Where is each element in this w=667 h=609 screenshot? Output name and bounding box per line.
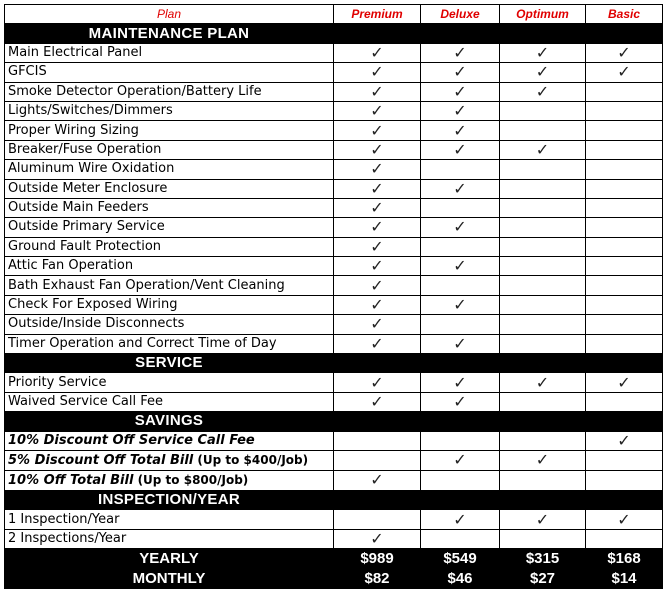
feature-label: Main Electrical Panel	[5, 43, 334, 62]
section-spacer	[334, 490, 421, 509]
checkmark-icon: ✓	[370, 392, 384, 411]
checkmark-icon: ✓	[617, 43, 631, 62]
basic-cell	[586, 82, 663, 101]
checkmark-icon: ✓	[617, 372, 631, 392]
checkmark-icon: ✓	[453, 120, 467, 140]
monthly-label: MONTHLY	[5, 569, 334, 589]
feature-label: Check For Exposed Wiring	[5, 295, 334, 314]
basic-cell	[586, 179, 663, 198]
deluxe-cell	[421, 121, 500, 140]
yearly-price-basic: $168	[586, 549, 663, 569]
feature-row	[5, 373, 663, 392]
feature-row	[5, 160, 663, 179]
plan-table-body	[5, 5, 663, 589]
premium-cell	[334, 431, 421, 450]
checkmark-icon: ✓	[370, 217, 384, 237]
section-title: SAVINGS	[5, 412, 334, 431]
feature-row	[5, 257, 663, 276]
feature-label: Timer Operation and Correct Time of Day	[5, 334, 334, 353]
basic-cell	[586, 276, 663, 295]
header-premium: Premium	[334, 5, 421, 24]
yearly-price-deluxe: $549	[421, 549, 500, 569]
feature-row	[5, 276, 663, 295]
feature-text: 10% Discount Off Service Call Fee	[8, 432, 255, 448]
optimum-cell	[500, 315, 586, 334]
section-spacer	[500, 354, 586, 373]
section-title: SERVICE	[5, 354, 334, 373]
basic-cell	[586, 373, 663, 392]
checkmark-icon: ✓	[453, 372, 467, 392]
basic-cell	[586, 510, 663, 529]
feature-row	[5, 431, 663, 450]
feature-row	[5, 334, 663, 353]
checkmark-icon: ✓	[535, 62, 550, 82]
checkmark-icon: ✓	[370, 120, 384, 140]
premium-cell	[334, 257, 421, 276]
deluxe-cell	[421, 431, 500, 450]
deluxe-cell	[421, 450, 500, 470]
optimum-cell	[500, 450, 586, 470]
checkmark-icon: ✓	[617, 431, 631, 450]
checkmark-icon: ✓	[370, 179, 384, 198]
checkmark-icon: ✓	[535, 43, 550, 62]
optimum-cell	[500, 237, 586, 256]
optimum-cell	[500, 529, 586, 548]
feature-label: Outside Main Feeders	[5, 198, 334, 217]
header-basic: Basic	[586, 5, 663, 24]
feature-label: Waived Service Call Fee	[5, 392, 334, 411]
column-header-row	[5, 5, 663, 24]
basic-cell	[586, 160, 663, 179]
optimum-cell	[500, 334, 586, 353]
optimum-cell	[500, 179, 586, 198]
basic-cell	[586, 140, 663, 159]
feature-row	[5, 101, 663, 120]
inspection-section-header	[5, 490, 663, 509]
feature-row	[5, 529, 663, 548]
feature-row	[5, 198, 663, 217]
pricing-sheet	[4, 4, 663, 589]
monthly-price-basic: $14	[586, 569, 663, 589]
deluxe-cell	[421, 218, 500, 237]
feature-label	[5, 431, 334, 450]
checkmark-icon: ✓	[453, 101, 467, 121]
deluxe-cell	[421, 315, 500, 334]
checkmark-icon: ✓	[370, 82, 384, 101]
deluxe-cell	[421, 373, 500, 392]
optimum-cell	[500, 295, 586, 314]
feature-label: Lights/Switches/Dimmers	[5, 101, 334, 120]
deluxe-cell	[421, 392, 500, 411]
checkmark-icon: ✓	[617, 509, 631, 529]
checkmark-icon: ✓	[370, 529, 384, 548]
yearly-price-optimum: $315	[500, 549, 586, 569]
basic-cell	[586, 237, 663, 256]
optimum-cell	[500, 198, 586, 217]
deluxe-cell	[421, 529, 500, 548]
feature-row	[5, 510, 663, 529]
basic-cell	[586, 101, 663, 120]
optimum-cell	[500, 510, 586, 529]
section-spacer	[500, 24, 586, 43]
optimum-cell	[500, 43, 586, 62]
basic-cell	[586, 198, 663, 217]
optimum-cell	[500, 470, 586, 490]
basic-cell	[586, 218, 663, 237]
checkmark-icon: ✓	[370, 275, 384, 295]
section-spacer	[421, 24, 500, 43]
section-spacer	[421, 354, 500, 373]
premium-cell	[334, 392, 421, 411]
monthly-price-premium: $82	[334, 569, 421, 589]
checkmark-icon: ✓	[453, 392, 467, 411]
premium-cell	[334, 450, 421, 470]
deluxe-cell	[421, 198, 500, 217]
feature-label	[5, 450, 334, 470]
feature-row	[5, 63, 663, 82]
checkmark-icon: ✓	[370, 334, 384, 353]
basic-cell	[586, 43, 663, 62]
feature-label: Outside Primary Service	[5, 218, 334, 237]
checkmark-icon: ✓	[453, 62, 467, 82]
checkmark-icon: ✓	[453, 140, 467, 159]
premium-cell	[334, 218, 421, 237]
feature-note: (Up to $800/Job)	[137, 472, 249, 487]
deluxe-cell	[421, 160, 500, 179]
checkmark-icon: ✓	[453, 82, 467, 101]
section-spacer	[586, 24, 663, 43]
section-spacer	[421, 490, 500, 509]
deluxe-cell	[421, 276, 500, 295]
checkmark-icon: ✓	[370, 101, 384, 121]
checkmark-icon: ✓	[453, 509, 467, 529]
checkmark-icon: ✓	[370, 237, 384, 256]
monthly-price-deluxe: $46	[421, 569, 500, 589]
premium-cell	[334, 529, 421, 548]
premium-cell	[334, 373, 421, 392]
premium-cell	[334, 295, 421, 314]
feature-row	[5, 237, 663, 256]
optimum-cell	[500, 140, 586, 159]
feature-label: Attic Fan Operation	[5, 257, 334, 276]
basic-cell	[586, 257, 663, 276]
basic-cell	[586, 392, 663, 411]
deluxe-cell	[421, 334, 500, 353]
premium-cell	[334, 276, 421, 295]
checkmark-icon: ✓	[453, 334, 467, 353]
premium-cell	[334, 510, 421, 529]
deluxe-cell	[421, 63, 500, 82]
feature-row	[5, 121, 663, 140]
premium-cell	[334, 198, 421, 217]
feature-row	[5, 140, 663, 159]
optimum-cell	[500, 431, 586, 450]
checkmark-icon: ✓	[535, 372, 550, 392]
checkmark-icon: ✓	[370, 256, 384, 276]
deluxe-cell	[421, 43, 500, 62]
checkmark-icon: ✓	[370, 372, 384, 392]
optimum-cell	[500, 82, 586, 101]
basic-cell	[586, 295, 663, 314]
optimum-cell	[500, 101, 586, 120]
section-spacer	[500, 412, 586, 431]
checkmark-icon: ✓	[370, 159, 384, 179]
monthly-price-optimum: $27	[500, 569, 586, 589]
premium-cell	[334, 315, 421, 334]
section-spacer	[586, 490, 663, 509]
yearly-price-row	[5, 549, 663, 569]
checkmark-icon: ✓	[453, 256, 467, 276]
basic-cell	[586, 529, 663, 548]
feature-label: Smoke Detector Operation/Battery Life	[5, 82, 334, 101]
checkmark-icon: ✓	[453, 295, 467, 315]
section-spacer	[500, 490, 586, 509]
deluxe-cell	[421, 140, 500, 159]
checkmark-icon: ✓	[453, 217, 467, 237]
feature-row	[5, 295, 663, 314]
checkmark-icon: ✓	[370, 62, 384, 82]
checkmark-icon: ✓	[370, 470, 384, 490]
deluxe-cell	[421, 237, 500, 256]
premium-cell	[334, 101, 421, 120]
premium-cell	[334, 121, 421, 140]
feature-label	[5, 470, 334, 490]
optimum-cell	[500, 121, 586, 140]
deluxe-cell	[421, 295, 500, 314]
feature-row	[5, 450, 663, 470]
checkmark-icon: ✓	[370, 314, 384, 334]
section-spacer	[334, 412, 421, 431]
checkmark-icon: ✓	[535, 509, 550, 529]
checkmark-icon: ✓	[370, 140, 384, 159]
feature-label: Outside/Inside Disconnects	[5, 315, 334, 334]
basic-cell	[586, 470, 663, 490]
feature-label: Aluminum Wire Oxidation	[5, 160, 334, 179]
header-deluxe: Deluxe	[421, 5, 500, 24]
checkmark-icon: ✓	[453, 43, 467, 62]
feature-label: Proper Wiring Sizing	[5, 121, 334, 140]
premium-cell	[334, 82, 421, 101]
section-title: INSPECTION/YEAR	[5, 490, 334, 509]
optimum-cell	[500, 392, 586, 411]
premium-cell	[334, 179, 421, 198]
checkmark-icon: ✓	[370, 295, 384, 315]
premium-cell	[334, 43, 421, 62]
deluxe-cell	[421, 179, 500, 198]
optimum-cell	[500, 63, 586, 82]
premium-cell	[334, 63, 421, 82]
optimum-cell	[500, 257, 586, 276]
savings-section-header	[5, 412, 663, 431]
deluxe-cell	[421, 257, 500, 276]
checkmark-icon: ✓	[453, 450, 467, 470]
premium-cell	[334, 334, 421, 353]
service-section-header	[5, 354, 663, 373]
deluxe-cell	[421, 101, 500, 120]
feature-row	[5, 218, 663, 237]
section-spacer	[421, 412, 500, 431]
optimum-cell	[500, 218, 586, 237]
deluxe-cell	[421, 510, 500, 529]
feature-row	[5, 315, 663, 334]
yearly-price-premium: $989	[334, 549, 421, 569]
feature-label: Breaker/Fuse Operation	[5, 140, 334, 159]
feature-label: Outside Meter Enclosure	[5, 179, 334, 198]
feature-row	[5, 392, 663, 411]
deluxe-cell	[421, 82, 500, 101]
section-spacer	[586, 354, 663, 373]
section-spacer	[334, 24, 421, 43]
feature-row	[5, 43, 663, 62]
checkmark-icon: ✓	[535, 450, 550, 470]
section-spacer	[334, 354, 421, 373]
checkmark-icon: ✓	[617, 62, 631, 82]
checkmark-icon: ✓	[535, 140, 550, 159]
basic-cell	[586, 121, 663, 140]
optimum-cell	[500, 276, 586, 295]
premium-cell	[334, 140, 421, 159]
plan-comparison-table	[4, 4, 663, 589]
feature-note: (Up to $400/Job)	[197, 452, 309, 467]
basic-cell	[586, 450, 663, 470]
basic-cell	[586, 431, 663, 450]
premium-cell	[334, 160, 421, 179]
feature-label: Bath Exhaust Fan Operation/Vent Cleaning	[5, 276, 334, 295]
basic-cell	[586, 334, 663, 353]
basic-cell	[586, 315, 663, 334]
deluxe-cell	[421, 470, 500, 490]
checkmark-icon: ✓	[370, 198, 384, 218]
checkmark-icon: ✓	[453, 179, 467, 198]
feature-label: Ground Fault Protection	[5, 237, 334, 256]
premium-cell	[334, 470, 421, 490]
section-title: MAINTENANCE PLAN	[5, 24, 334, 43]
monthly-price-row	[5, 569, 663, 589]
feature-label: GFCIS	[5, 63, 334, 82]
feature-text: 5% Discount Off Total Bill	[8, 452, 194, 468]
optimum-cell	[500, 373, 586, 392]
feature-row	[5, 470, 663, 490]
feature-label: 2 Inspections/Year	[5, 529, 334, 548]
feature-label: Priority Service	[5, 373, 334, 392]
maintenance-section-header	[5, 24, 663, 43]
premium-cell	[334, 237, 421, 256]
feature-text: 10% Off Total Bill	[8, 472, 134, 488]
yearly-label: YEARLY	[5, 549, 334, 569]
section-spacer	[586, 412, 663, 431]
checkmark-icon: ✓	[370, 43, 384, 62]
checkmark-icon: ✓	[535, 82, 550, 101]
feature-label: 1 Inspection/Year	[5, 510, 334, 529]
optimum-cell	[500, 160, 586, 179]
basic-cell	[586, 63, 663, 82]
feature-row	[5, 82, 663, 101]
feature-row	[5, 179, 663, 198]
header-plan: Plan	[5, 5, 334, 24]
header-optimum: Optimum	[500, 5, 586, 24]
